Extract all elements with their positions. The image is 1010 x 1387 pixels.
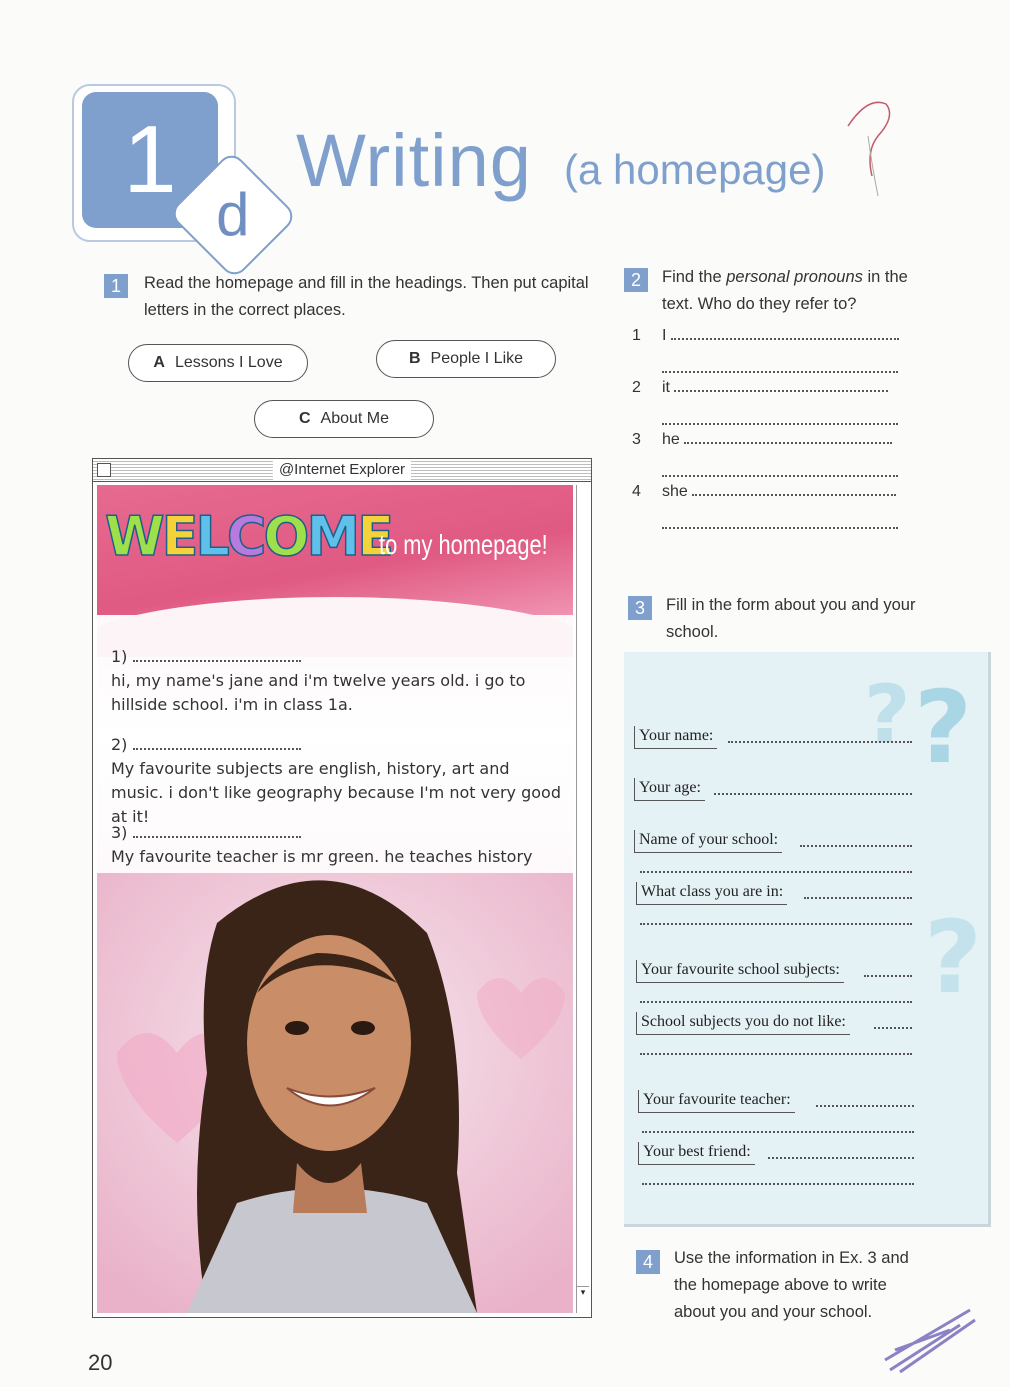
form-label-favourite-subjects: Your favourite school subjects: bbox=[636, 960, 844, 983]
pronoun-item-2: 2 it bbox=[632, 378, 898, 430]
form-field-favourite-teacher-line-2[interactable] bbox=[642, 1130, 914, 1133]
page-number: 20 bbox=[88, 1350, 113, 1375]
girl-photo bbox=[97, 873, 573, 1313]
homepage-section-1-text: hi, my name's jane and i'm twelve years old. i go to hillside school. i'm in class 1a. bbox=[111, 671, 526, 714]
heading-option-b: B People I Like bbox=[376, 340, 556, 378]
form-field-name[interactable] bbox=[728, 740, 912, 743]
heading-option-c: C About Me bbox=[254, 400, 434, 438]
pronoun-item-4: 4 she bbox=[632, 482, 898, 534]
form-label-age: Your age: bbox=[634, 778, 705, 801]
form-label-disliked-subjects: School subjects you do not like: bbox=[636, 1012, 850, 1035]
exercise-4-instruction: Use the information in Ex. 3 and the homepage above to write about you and your school. bbox=[674, 1249, 909, 1321]
close-box-icon[interactable] bbox=[97, 463, 111, 477]
homepage-section-3: 3) My favourite teacher is mr green. he teaches history bbox=[111, 821, 561, 917]
heading-option-a: A Lessons I Love bbox=[128, 344, 308, 382]
banner-tagline: to my homepage! bbox=[379, 529, 548, 560]
question-marks-icon bbox=[854, 662, 984, 782]
homepage-viewport bbox=[97, 485, 573, 1313]
form-field-disliked-subjects-line-2[interactable] bbox=[640, 1052, 912, 1055]
form-field-school-line-2[interactable] bbox=[640, 870, 912, 873]
exercise-3-instruction: Fill in the form about you and your school. bbox=[666, 596, 916, 641]
exercise-1-instruction: Read the homepage and fill in the headings. Then put capital letters in the correct places. bbox=[144, 274, 589, 319]
exercise-3-number: 3 bbox=[628, 596, 652, 620]
homepage-section-2-text: My favourite subjects are english, history, art and music. i don't like geography because I'm not very good at it! bbox=[111, 759, 561, 826]
form-field-class-line-2[interactable] bbox=[640, 922, 912, 925]
form-field-best-friend[interactable] bbox=[768, 1156, 914, 1159]
form-field-favourite-subjects-line-2[interactable] bbox=[640, 1000, 912, 1003]
school-form bbox=[624, 652, 991, 1227]
exercise-2-number: 2 bbox=[624, 268, 648, 292]
pencil-question-mark-icon bbox=[838, 96, 898, 206]
svg-text:?: ? bbox=[914, 669, 973, 782]
pen-scribble-icon bbox=[880, 1300, 980, 1380]
form-field-favourite-subjects[interactable] bbox=[864, 974, 912, 977]
browser-window bbox=[92, 458, 592, 1318]
form-field-class[interactable] bbox=[804, 896, 912, 899]
form-label-favourite-teacher: Your favourite teacher: bbox=[638, 1090, 795, 1113]
pronoun-item-1: 1 I bbox=[632, 326, 899, 378]
form-field-favourite-teacher[interactable] bbox=[816, 1104, 914, 1107]
scroll-down-arrow-icon[interactable]: ▾ bbox=[577, 1286, 589, 1299]
welcome-banner bbox=[97, 485, 573, 615]
form-label-best-friend: Your best friend: bbox=[638, 1142, 755, 1165]
unit-number: 1 bbox=[82, 92, 218, 228]
welcome-word: WELCOME bbox=[105, 505, 392, 568]
page-subtitle: (a homepage) bbox=[564, 146, 826, 193]
question-mark-icon bbox=[924, 902, 988, 1012]
form-field-school[interactable] bbox=[800, 844, 912, 847]
svg-text:?: ? bbox=[924, 902, 983, 1012]
exercise-2-instruction: Find the personal pronouns in the text. Who do they refer to? bbox=[662, 268, 908, 313]
homepage-section-3-text: My favourite teacher is mr green. he teaches history bbox=[111, 847, 533, 866]
form-label-school: Name of your school: bbox=[634, 830, 782, 853]
form-label-name: Your name: bbox=[634, 726, 717, 749]
form-field-best-friend-line-2[interactable] bbox=[642, 1182, 914, 1185]
homepage-section-2: 2) My favourite subjects are english, history, art and music. i don't like geography because I'm not very good at it! bbox=[111, 733, 561, 829]
homepage-section-1: 1) hi, my name's jane and i'm twelve years old. i go to hillside school. i'm in class 1a. bbox=[111, 645, 561, 717]
svg-text:?: ? bbox=[864, 668, 911, 761]
exercise-4-number: 4 bbox=[636, 1250, 660, 1274]
browser-titlebar bbox=[93, 459, 591, 482]
unit-letter: d bbox=[216, 181, 250, 248]
form-label-class: What class you are in: bbox=[636, 882, 787, 905]
pronoun-item-3: 3 he bbox=[632, 430, 898, 482]
exercise-1-number: 1 bbox=[104, 274, 128, 298]
browser-title: @Internet Explorer bbox=[273, 459, 411, 481]
browser-scrollbar[interactable] bbox=[576, 485, 589, 1313]
form-field-age[interactable] bbox=[714, 792, 912, 795]
page-title: Writing bbox=[296, 119, 532, 202]
form-field-disliked-subjects[interactable] bbox=[874, 1026, 912, 1029]
